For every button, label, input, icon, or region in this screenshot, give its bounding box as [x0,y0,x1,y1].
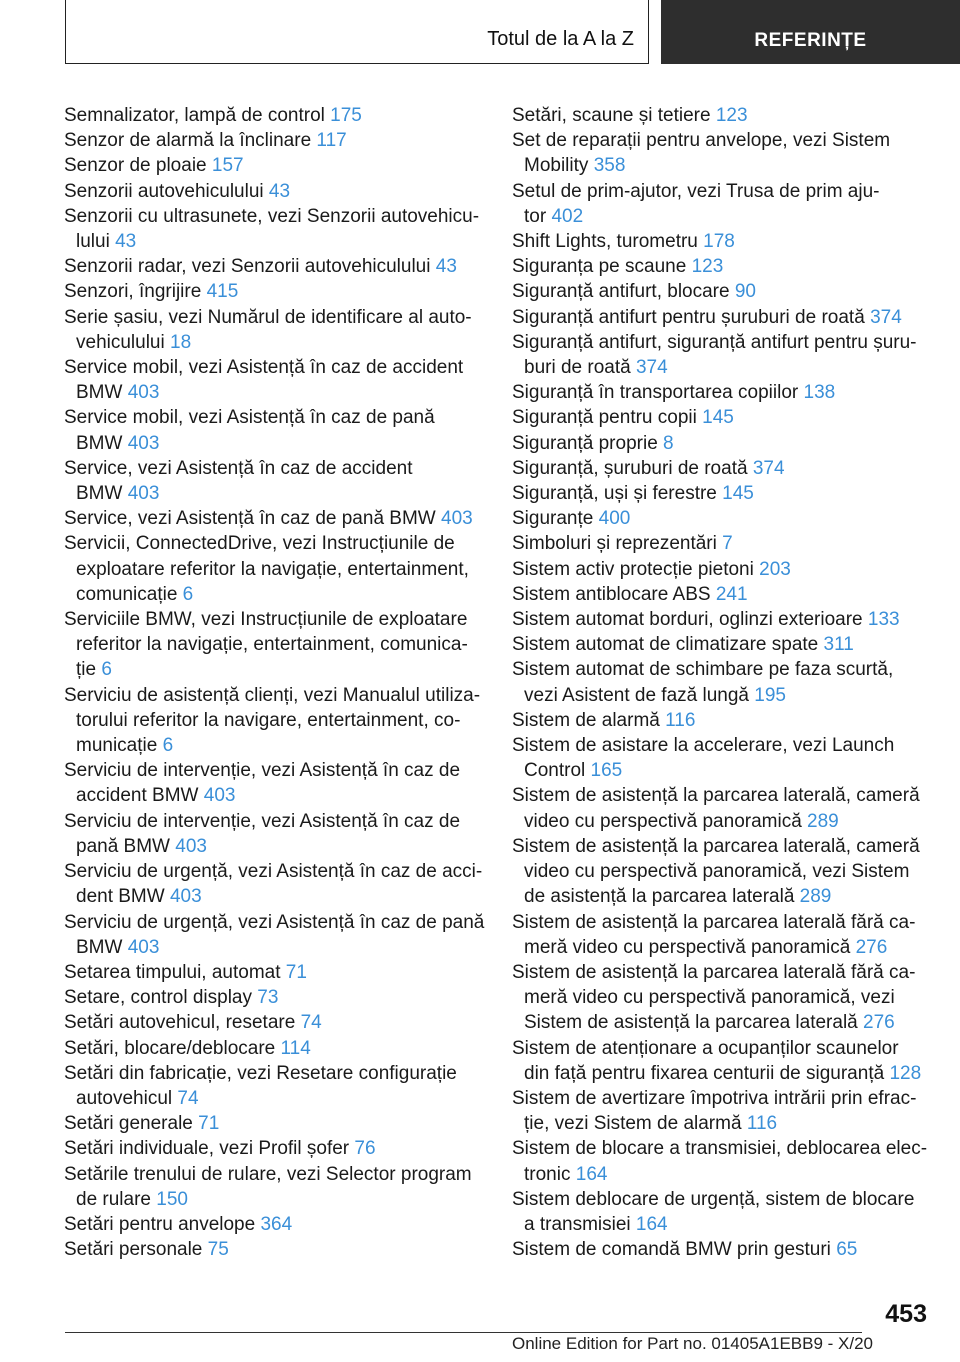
index-line [512,884,932,909]
page-reference-link[interactable]: 402 [551,205,584,227]
index-line [64,355,484,380]
index-line [64,1010,484,1035]
index-line [64,305,484,330]
page-reference-link[interactable]: 374 [635,357,668,379]
page-reference-link[interactable]: 276 [855,936,888,958]
index-line [64,405,484,430]
page-reference-link[interactable]: 403 [203,785,236,807]
index-term: Sistem de asistență la parcarea laterală [524,1012,864,1034]
index-term: Sistem automat de climatizare spate [512,634,824,656]
index-term: exploatare referitor la navigație, entertainment, [76,558,469,580]
index-line [512,985,932,1010]
page-reference-link[interactable]: 43 [268,180,291,202]
index-term: Setare, control display [64,987,258,1009]
index-term: de rulare [76,1188,157,1210]
index-line [512,632,932,657]
index-line [64,1136,484,1161]
index-line [512,733,932,758]
index-term: Siguranță pentru copii [512,407,703,429]
index-term: BMW [76,483,128,505]
index-term: Sistem de alarmă [512,709,666,731]
index-line [512,607,932,632]
index-line [64,431,484,456]
page-header [0,0,960,66]
page-reference-link[interactable]: 6 [162,735,174,757]
page-reference-link[interactable]: 374 [870,306,902,328]
index-line [64,758,484,783]
index-line [512,557,932,582]
page-reference-link[interactable]: 43 [435,256,457,278]
page-reference-link[interactable]: 241 [715,583,748,605]
index-line [512,1061,932,1086]
index-term: Setări din fabricație, vezi Resetare configurație [64,1062,457,1084]
page-reference-link[interactable]: 400 [598,508,631,530]
page-reference-link[interactable]: 403 [169,886,202,908]
index-line [512,1212,932,1237]
index-line [512,1162,932,1187]
page-reference-link[interactable]: 415 [206,281,239,303]
index-line [64,229,484,254]
index-term: Siguranțe [512,508,599,530]
page-reference-link[interactable]: 18 [170,331,192,353]
index-term: Simboluri și reprezentări [512,533,723,555]
index-term: Semnalizator, lampă de control [64,105,331,126]
index-line [512,355,932,380]
index-line [512,1187,932,1212]
page-reference-link[interactable]: 311 [823,634,854,656]
page-reference-link[interactable]: 289 [807,810,839,832]
index-line [64,733,484,758]
index-term: Setul de prim-ajutor, vezi Trusa de prim aju- [512,180,880,202]
page-reference-link[interactable]: 138 [803,382,836,404]
index-line [512,204,932,229]
page-reference-link[interactable]: 403 [127,483,160,505]
index-term: Senzor de alarmă la înclinare [64,130,317,152]
page-reference-link[interactable]: 71 [285,961,307,983]
index-term: Serviciu de intervenție, vezi Asistență în caz de [64,810,461,832]
page-reference-link[interactable]: 403 [127,936,160,958]
page-reference-link[interactable]: 145 [702,407,734,429]
index-term: torului referitor la navigare, entertainment, co- [76,709,461,731]
index-term: Setări generale [64,1113,199,1135]
index-term: Siguranță în transportarea copiilor [512,382,804,404]
page-reference-link[interactable]: 6 [182,583,194,605]
page-reference-link[interactable]: 6 [101,659,112,681]
index-term: tor [524,205,552,227]
page-reference-link[interactable]: 8 [663,432,674,454]
index-line [64,683,484,708]
index-term: Setări autovehicul, resetare [64,1012,301,1034]
index-term: Sistem de atenționare a ocupanților scaunelor [512,1037,899,1059]
index-term: Sistem de asistență la parcarea laterală, cameră [512,785,920,807]
index-term: municație [76,735,163,757]
index-term: vezi Asistent de fază lungă [524,684,755,706]
index-column-right [512,103,932,1262]
page-reference-link[interactable]: 403 [127,382,160,404]
page-reference-link[interactable]: 403 [127,432,160,454]
index-line [512,506,932,531]
page-reference-link[interactable]: 145 [722,483,754,505]
index-line [512,179,932,204]
index-line [64,960,484,985]
index-line [64,783,484,808]
index-term: ție [76,659,102,681]
index-line [512,960,932,985]
page-reference-link[interactable]: 43 [115,231,137,253]
page-reference-link[interactable]: 157 [211,155,244,177]
index-line [64,708,484,733]
footer-divider [65,1332,862,1333]
page-reference-link[interactable]: 73 [257,987,279,1009]
index-term: Setări, blocare/deblocare [64,1037,281,1059]
index-line [64,985,484,1010]
index-line [512,128,932,153]
index-term: Serviciu de urgență, vezi Asistență în caz de pană [64,911,485,933]
page-reference-link[interactable]: 116 [665,709,696,731]
index-line [512,683,932,708]
index-term: Senzori, îngrijire [64,281,207,303]
index-term: comunicație [76,583,183,605]
page-number: 453 [885,1300,927,1328]
index-line [512,279,932,304]
index-term: Senzorii autovehiculului [64,180,269,202]
page-reference-link[interactable]: 90 [734,281,756,303]
index-term: Shift Lights, turometru [512,231,704,253]
index-line [512,783,932,808]
index-term: Sistem de asistare la accelerare, vezi Launch [512,735,895,757]
index-term: Service mobil, vezi Asistență în caz de accident [64,357,464,379]
page-reference-link[interactable]: 165 [590,760,623,782]
index-line [64,254,484,279]
index-term: BMW [76,432,128,454]
index-term: Set de reparații pentru anvelope, vezi Sistem [512,130,891,152]
page-reference-link[interactable]: 175 [330,105,362,126]
index-term: Sistem de comandă BMW prin gesturi [512,1239,837,1261]
index-line [512,380,932,405]
index-term: Sistem de blocare a transmisiei, deblocarea elec- [512,1138,928,1160]
index-term: buri de roată [524,357,636,379]
index-term: accident BMW [76,785,204,807]
index-term: Service, vezi Asistență în caz de accident [64,457,413,479]
index-line [64,834,484,859]
index-line [512,1036,932,1061]
index-line [512,1136,932,1161]
index-line [64,1036,484,1061]
index-term: Siguranță proprie [512,432,664,454]
index-term: Sistem deblocare de urgență, sistem de blocare [512,1188,915,1210]
index-term: Siguranță antifurt, blocare [512,281,735,303]
page-reference-link[interactable]: 403 [175,835,207,857]
index-term: BMW [76,382,128,404]
index-term: ție, vezi Sistem de alarmă [524,1113,747,1135]
index-term: Setările trenului de rulare, vezi Selector program [64,1163,472,1185]
section-title: REFERINȚE [754,30,867,51]
index-line [64,506,484,531]
index-line [512,153,932,178]
index-term: Setări, scaune și tetiere [512,105,716,126]
page-reference-link[interactable]: 7 [722,533,733,555]
index-term: autovehicul [76,1087,178,1109]
index-term: Siguranță antifurt, siguranță antifurt pentru șuru- [512,331,917,353]
index-line [512,1010,932,1035]
index-line [512,405,932,430]
index-line [64,910,484,935]
index-term: Senzor de ploaie [64,155,212,177]
index-term: video cu perspectivă panoramică, vezi Sistem [524,861,910,883]
index-term: Mobility [524,155,594,177]
index-term: Siguranța pe scaune [512,256,692,278]
index-line [64,153,484,178]
index-line [512,456,932,481]
index-term: Sistem de asistență la parcarea laterală fără ca- [512,911,916,933]
index-line [64,128,484,153]
index-line [512,708,932,733]
index-line [512,834,932,859]
index-line [512,1086,932,1111]
page-reference-link[interactable]: 75 [207,1239,229,1261]
index-term: din față pentru fixarea centurii de siguranță [524,1062,890,1084]
page-reference-link[interactable]: 195 [754,684,786,706]
index-line [64,456,484,481]
index-term: referitor la navigație, entertainment, comunica- [76,634,468,656]
index-line [64,1187,484,1212]
page-reference-link[interactable]: 74 [300,1012,322,1034]
page-reference-link[interactable]: 164 [575,1163,608,1185]
index-line [512,103,932,128]
index-line [64,531,484,556]
index-line [64,103,484,128]
index-term: BMW [76,936,128,958]
index-line [64,1086,484,1111]
page-reference-link[interactable]: 123 [691,256,724,278]
index-term: Siguranță antifurt pentru șuruburi de roată [512,306,871,328]
index-line [64,1237,484,1262]
index-line [64,1162,484,1187]
index-term: Servicii, ConnectedDrive, vezi Instrucțiunile de [64,533,455,555]
index-term: lului [76,231,116,253]
page-reference-link[interactable]: 71 [198,1113,220,1135]
index-line [64,279,484,304]
index-line [512,582,932,607]
page-reference-link[interactable]: 133 [867,609,900,631]
index-line [512,254,932,279]
index-term: dent BMW [76,886,170,908]
index-line [512,481,932,506]
index-line [64,657,484,682]
index-line [64,481,484,506]
index-line [512,758,932,783]
index-term: a transmisiei [524,1213,636,1235]
index-term: Setări individuale, vezi Profil șofer [64,1138,355,1160]
index-line [512,910,932,935]
index-line [64,1212,484,1237]
page-reference-link[interactable]: 203 [759,558,791,580]
index-term: Siguranță, șuruburi de roată [512,457,753,479]
index-term: Sistem de asistență la parcarea laterală fără ca- [512,961,916,983]
index-term: Sistem automat borduri, oglinzi exterioare [512,609,868,631]
index-line [64,204,484,229]
index-line [512,809,932,834]
index-line [512,431,932,456]
index-term: video cu perspectivă panoramică [524,810,808,832]
index-line [64,179,484,204]
index-line [64,330,484,355]
index-line [512,1111,932,1136]
index-line [512,657,932,682]
index-term: meră video cu perspectivă panoramică, vezi [524,987,895,1009]
index-line [64,632,484,657]
index-line [512,330,932,355]
index-line [64,380,484,405]
index-term: vehiculului [76,331,170,353]
index-term: Serie șasiu, vezi Numărul de identificare al auto- [64,306,472,328]
index-line [512,531,932,556]
index-term: Setări personale [64,1239,208,1261]
index-column-left [64,103,484,1262]
index-term: tronic [524,1163,576,1185]
page-reference-link[interactable]: 289 [799,886,832,908]
index-line [64,859,484,884]
index-term: pană BMW [76,835,176,857]
index-term: Sistem automat de schimbare pe faza scurtă, [512,659,894,681]
page-reference-link[interactable]: 164 [635,1213,668,1235]
footer-edition: Online Edition for Part no. 01405A1EBB9 - X/20 [512,1334,874,1353]
index-term: meră video cu perspectivă panoramică [524,936,856,958]
index-line [512,305,932,330]
index-line [512,935,932,960]
index-line [512,859,932,884]
index-term: de asistență la parcarea laterală [524,886,800,908]
index-term: Senzorii cu ultrasunete, vezi Senzorii autovehicu- [64,205,480,227]
index-line [64,557,484,582]
page-reference-link[interactable]: 74 [177,1087,199,1109]
page-reference-link[interactable]: 178 [703,231,735,253]
page-reference-link[interactable]: 358 [593,155,626,177]
index-line [64,935,484,960]
index-term: Serviciile BMW, vezi Instrucțiunile de exploatare [64,609,468,631]
page-reference-link[interactable]: 403 [441,508,473,530]
index-term: Setări pentru anvelope [64,1213,261,1235]
chapter-title: Totul de la A la Z [487,28,634,50]
index-term: Sistem de asistență la parcarea laterală, cameră [512,835,920,857]
page-reference-link[interactable]: 114 [280,1037,311,1059]
index-term: Senzorii radar, vezi Senzorii autovehiculului [64,256,436,278]
index-line [64,1061,484,1086]
index-line [64,582,484,607]
section-tab [661,0,960,64]
index-line [64,607,484,632]
index-term: Control [524,760,591,782]
page-reference-link[interactable]: 123 [715,105,748,126]
index-line [512,1237,932,1262]
index-term: Siguranță, uși și ferestre [512,483,723,505]
index-term: Service mobil, vezi Asistență în caz de pană [64,407,435,429]
page-reference-link[interactable]: 374 [752,457,785,479]
page-reference-link[interactable]: 76 [354,1138,376,1160]
page-reference-link[interactable]: 117 [316,130,347,152]
index-line [64,809,484,834]
index-term: Serviciu de intervenție, vezi Asistență în caz de [64,760,461,782]
index-term: Sistem de avertizare împotriva intrării prin efrac- [512,1087,917,1109]
index-term: Serviciu de urgență, vezi Asistență în caz de acci- [64,861,483,883]
index-term: Sistem activ protecție pietoni [512,558,760,580]
page-reference-link[interactable]: 116 [746,1113,778,1135]
page-reference-link[interactable]: 276 [863,1012,895,1034]
page-reference-link[interactable]: 65 [836,1239,858,1261]
index-line [64,1111,484,1136]
page-reference-link[interactable]: 150 [156,1188,188,1210]
index-line [64,884,484,909]
index-term: Setarea timpului, automat [64,961,286,983]
index-term: Sistem antiblocare ABS [512,583,716,605]
page-reference-link[interactable]: 364 [260,1213,293,1235]
chapter-title-box [65,0,649,64]
page-reference-link[interactable]: 128 [889,1062,922,1084]
index-line [512,229,932,254]
index-term: Serviciu de asistență clienți, vezi Manualul utiliza- [64,684,481,706]
index-term: Service, vezi Asistență în caz de pană BMW [64,508,442,530]
